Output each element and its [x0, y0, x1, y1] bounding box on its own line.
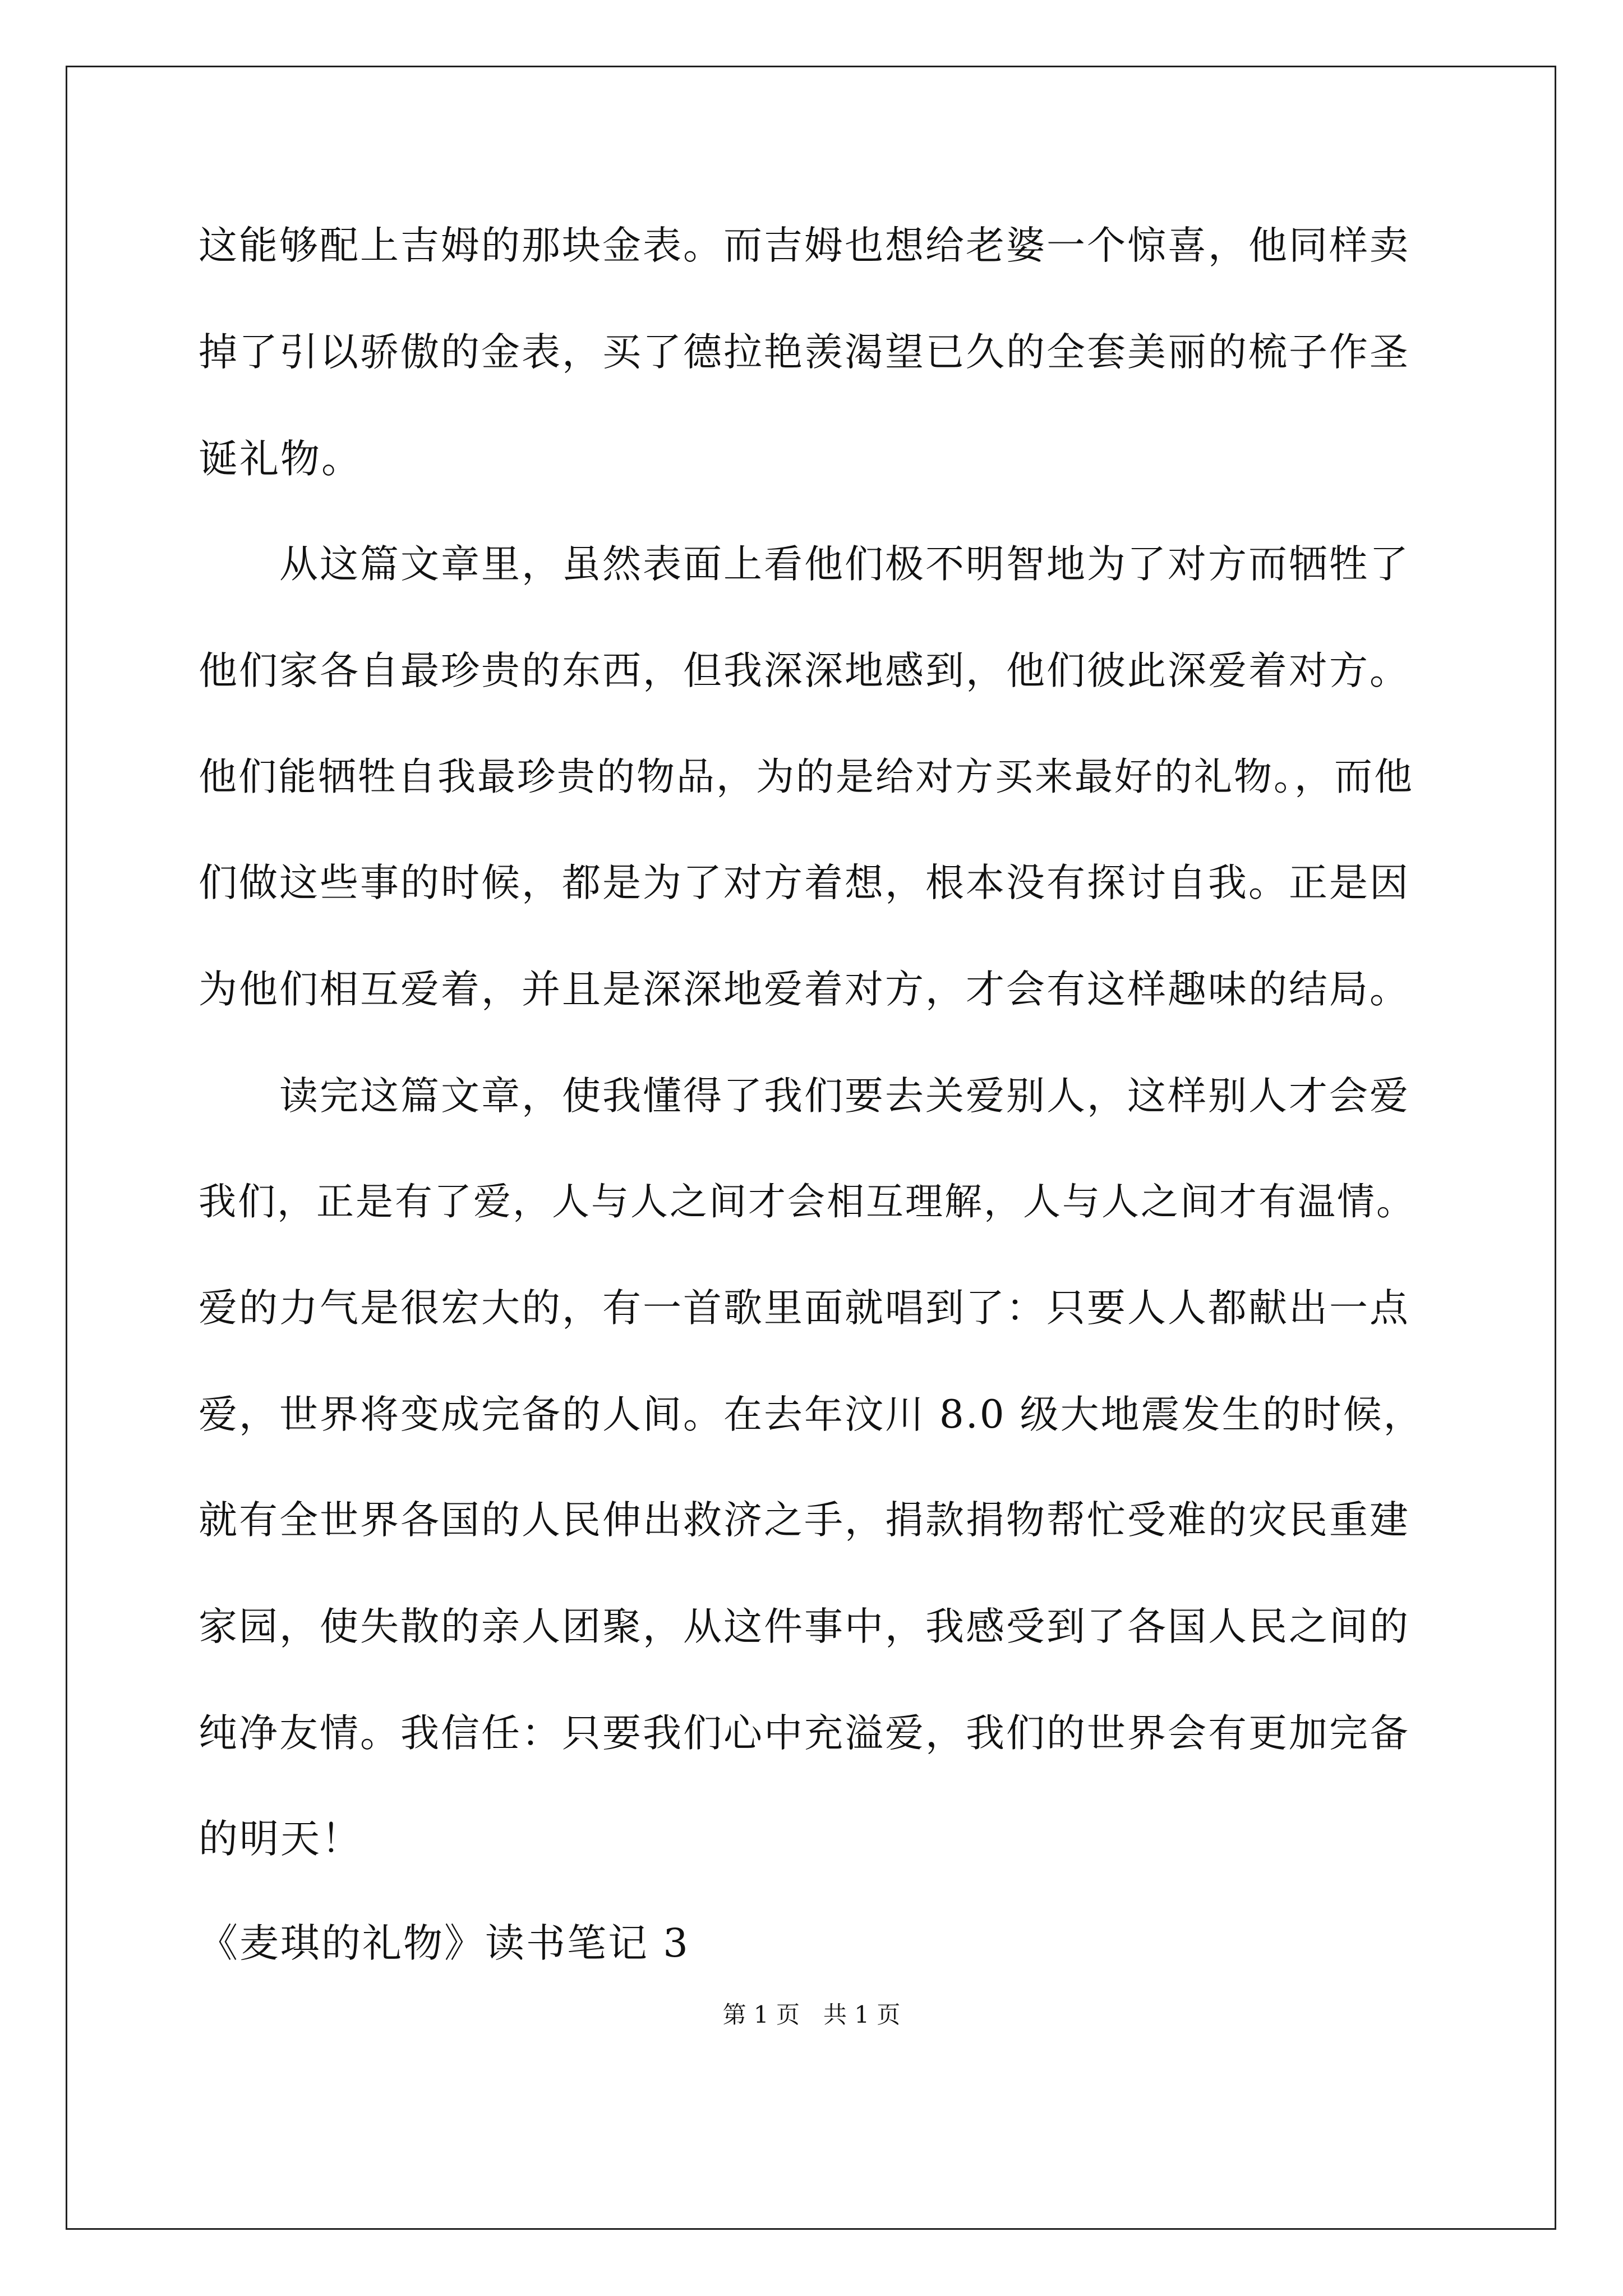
body-line: 纯净友情。我信任：只要我们心中充溢爱，我们的世界会有更加完备 — [199, 1711, 1410, 1756]
page-footer: 第 1 页 共 1 页 — [722, 2001, 901, 2028]
body-line: 从这篇文章里，虽然表面上看他们极不明智地为了对方而牺牲了 — [199, 542, 1410, 587]
body-line: 家园，使失散的亲人团聚，从这件事中，我感受到了各国人民之间的 — [199, 1604, 1410, 1649]
body-line: 爱，世界将变成完备的人间。在去年汶川 8.0 级大地震发生的时候， — [199, 1392, 1424, 1437]
body-line: 的明天！ — [199, 1816, 362, 1862]
body-line: 我们，正是有了爱，人与人之间才会相互理解，人与人之间才有温情。 — [199, 1180, 1415, 1223]
body-line: 为他们相互爱着，并且是深深地爱着对方，才会有这样趣味的结局。 — [199, 967, 1410, 1012]
body-line: 这能够配上吉姆的那块金表。而吉姆也想给老婆一个惊喜，他同样卖 — [199, 223, 1410, 268]
body-line: 他们能牺牲自我最珍贵的物品，为的是给对方买来最好的礼物。，而他 — [199, 755, 1414, 799]
page-border — [66, 66, 1556, 2230]
body-line: 爱的力气是很宏大的，有一首歌里面就唱到了：只要人人都献出一点 — [199, 1286, 1410, 1331]
section-heading: 《麦琪的礼物》读书笔记 3 — [199, 1920, 690, 1966]
body-line: 诞礼物。 — [199, 436, 362, 482]
body-line: 掉了引以骄傲的金表，买了德拉艳羡渴望已久的全套美丽的梳子作圣 — [199, 330, 1410, 375]
body-line: 他们家各自最珍贵的东西，但我深深地感到，他们彼此深爱着对方。 — [199, 648, 1410, 693]
body-line: 就有全世界各国的人民伸出救济之手，捐款捐物帮忙受难的灾民重建 — [199, 1498, 1410, 1543]
body-line: 读完这篇文章，使我懂得了我们要去关爱别人，这样别人才会爱 — [199, 1074, 1410, 1119]
body-line: 们做这些事的时候，都是为了对方着想，根本没有探讨自我。正是因 — [199, 861, 1410, 905]
